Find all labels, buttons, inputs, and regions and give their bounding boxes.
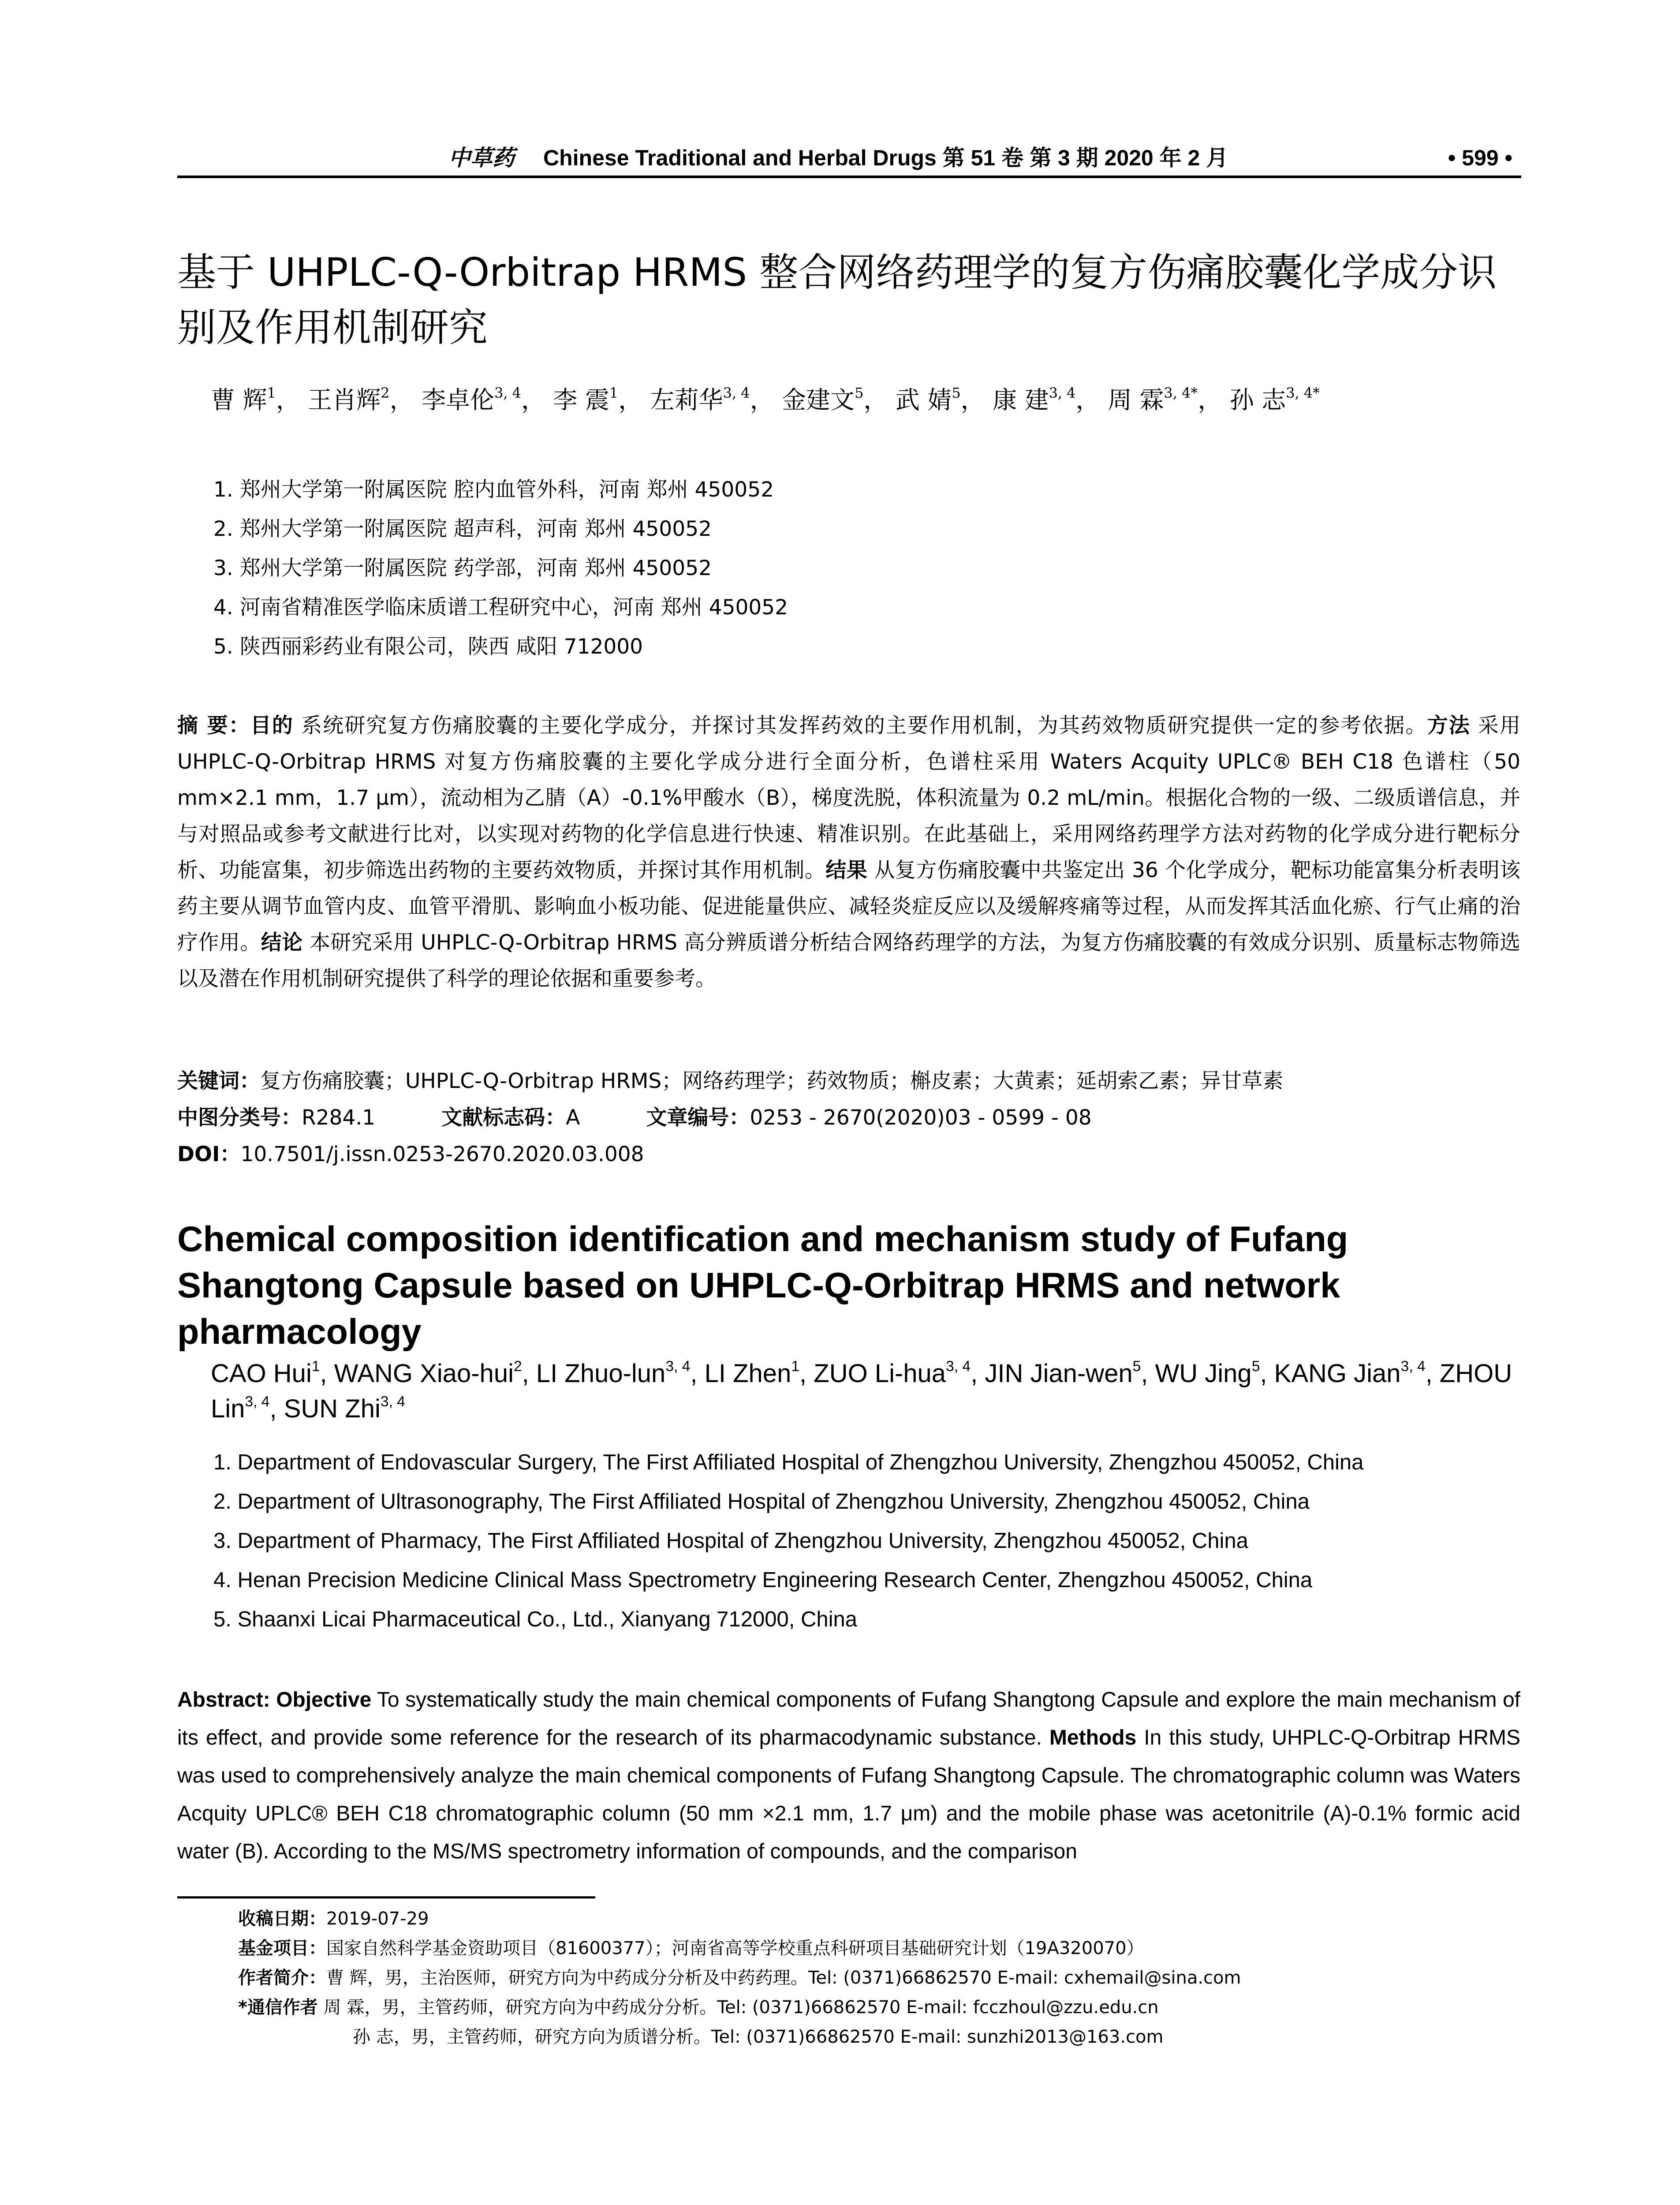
affiliation-item: 5. Shaanxi Licai Pharmaceutical Co., Ltd., Xianyang 712000, China [213,1607,858,1631]
author-affiliation-mark: 3, 4 [665,1358,691,1375]
corr-value-2: 孙 志，男，主管药师，研究方向为质谱分析。Tel: (0371)66862570 E-mail: sunzhi2013@163.com [353,2027,1164,2047]
affiliations-chinese [213,470,1527,666]
author-name: 王肖辉 [308,386,381,414]
author-affiliation-mark: 3, 4 [494,385,521,402]
conclusion-text: 本研究采用 UHPLC-Q-Orbitrap HRMS 高分辨质谱分析结合网络药理学的方法，为复方伤痛胶囊的有效成分识别、质量标志物筛选以及潜在作用机制研究提供了科学的理论依据和重要参考。 [177,931,1521,991]
author-name: 孙 志 [1229,386,1286,414]
author-affiliation-mark: 2 [513,1358,522,1375]
objective-text: To systematically study the main chemical components of Fufang Shangtong Capsule and explore the main mechanism of its effect, and provide some reference for the research of its pharmacodynamic substance. [177,1688,1520,1749]
author [422,386,521,414]
affiliation-item: 3. 郑州大学第一附属医院 药学部，河南 郑州 450052 [213,556,712,580]
journal-issue: Chinese Traditional and Herbal Drugs 第 51 卷 第 3 期 2020 年 2 月 [543,146,1228,170]
running-header [177,140,1521,178]
author-affiliation-mark: 5 [855,385,864,402]
received-label: 收稿日期： [238,1909,326,1929]
author-affiliation-mark: 3, 4 [723,385,750,402]
clc-label: 中图分类号： [177,1106,302,1130]
abstract-objective-label: Abstract: Objective [177,1688,372,1712]
affiliation-item: 4. 河南省精准医学临床质谱工程研究中心，河南 郑州 450052 [213,595,788,620]
author-name: 曹 辉 [211,386,267,414]
funding [238,1934,1517,1963]
corresponding-author-2 [238,2022,1517,2052]
author [284,1394,405,1423]
title-english: Chemical composition identification and mechanism study of Fufang Shangtong Capsule based on UHPLC-Q-Orbitrap HRMS and network pharmacology [177,1219,1348,1352]
bio-label: 作者简介： [238,1968,326,1988]
journal-logo: 中草药 [448,145,515,171]
author [1230,386,1320,414]
author-name: KANG Jian [1274,1359,1401,1388]
keywords-line [177,1063,1520,1099]
affiliation-item: 1. 郑州大学第一附属医院 腔内血管外科，河南 郑州 450052 [213,478,774,502]
author [705,1359,799,1388]
author-affiliation-mark: 3, 4 [245,1393,270,1410]
affiliation-item: 2. Department of Ultrasonography, The First Affiliated Hospital of Zhengzhou University, Zhengzhou 450052, China [213,1490,1310,1514]
author [1108,386,1198,414]
author-name: JIN Jian-wen [985,1359,1133,1388]
author [650,386,750,414]
author-affiliation-mark: 5 [952,385,961,402]
received-value: 2019-07-29 [326,1909,429,1929]
page-number: • 599 • [1448,146,1512,170]
title-chinese: 基于 UHPLC-Q-Orbitrap HRMS 整合网络药理学的复方伤痛胶囊化学成分识别及作用机制研究 [177,250,1497,350]
author [211,1359,320,1388]
doi-line [177,1136,1520,1173]
author-name: 周 霖 [1107,386,1164,414]
doc-code-label: 文献标志码： [441,1106,566,1130]
author [814,1359,971,1388]
keywords-text: 复方伤痛胶囊；UHPLC-Q-Orbitrap HRMS；网络药理学；药效物质；槲皮素；大黄素；延胡索乙素；异甘草素 [260,1069,1284,1093]
affiliations-english [213,1443,1527,1639]
methods-label: Methods [1049,1726,1137,1749]
author [308,386,389,414]
author-name: LI Zhuo-lun [536,1359,666,1388]
bio-value: 曹 辉，男，主治医师，研究方向为中药成分分析及中药药理。Tel: (0371)66862570 E-mail: cxhemail@sina.com [326,1968,1241,1988]
author-affiliation-mark: 2 [381,385,390,402]
abstract-label: 摘 要： [177,714,250,738]
author [1155,1359,1260,1388]
author-name: 李卓伦 [422,386,495,414]
keywords-label: 关键词： [177,1069,260,1093]
authors-chinese: 曹 辉$^1$， 王肖辉$^2$， 李卓伦$^{3, 4}$， 李 震$^1$， 左莉华$^{3, 4}$， 金建文$^5$， 武 婧$^5$， 康 建$^{3, 4}$， 周 霖$^{3, 4*}$， 孙 志$^{3, 4*}$ [211,385,1320,414]
classification-line [177,1099,1520,1136]
abstract-chinese [177,708,1520,997]
author-affiliation-mark: 3, 4* [1164,385,1198,402]
author-name: ZUO Li-hua [814,1359,946,1388]
results-text: 从复方伤痛胶囊中共鉴定出 36 个化学成分，靶标功能富集分析表明该药主要从调节血管内皮、血管平滑肌、影响血小板功能、促进能量供应、减轻炎症反应以及缓解疼痛等过程，从而发挥其活血化瘀、行气止痛的治疗作用。 [177,858,1521,955]
abstract-english [177,1681,1520,1871]
corresponding-author [238,1993,1517,2022]
affiliation-item: 4. Henan Precision Medicine Clinical Mass Spectrometry Engineering Research Center, Zhengzhou 450052, China [213,1568,1313,1592]
author-affiliation-mark: 3, 4 [1049,385,1076,402]
author-affiliation-mark: 1 [609,385,619,402]
author-affiliation-mark: 1 [791,1358,800,1375]
author-name: CAO Hui [211,1359,312,1388]
fund-value: 国家自然科学基金资助项目（81600377）；河南省高等学校重点科研项目基础研究计划（19A320070） [326,1938,1144,1958]
author-affiliation-mark: 1 [267,385,276,402]
author-affiliation-mark: 3, 4* [1286,385,1320,402]
author-affiliation-mark: 5 [1251,1358,1260,1375]
methods-label: 方法 [1427,714,1471,738]
author-affiliation-mark: 3, 4 [946,1358,971,1375]
results-label: 结果 [825,858,868,882]
author-affiliation-mark: 1 [311,1358,320,1375]
doc-code-value: A [566,1106,580,1130]
footnotes [238,1904,1517,2052]
article-metadata [177,1063,1520,1173]
clc-value: R284.1 [302,1106,376,1130]
article-number-value: 0253 - 2670(2020)03 - 0599 - 08 [750,1106,1092,1130]
methods-text: 采用 UHPLC-Q-Orbitrap HRMS 对复方伤痛胶囊的主要化学成分进行全面分析，色谱柱采用 Waters Acquity UPLC® BEH C18 色谱柱（50 mm×2.1 mm，1.7 μm），流动相为乙腈（A）-0.1%甲酸水（B），梯度洗脱，体积流量为 0.2 mL/min。根据化合物的一级、二级质谱信息，并与对照品或参考文献进行比对，以实现对药物的化学信息进行快速、精准识别。在此基础上，采用网络药理学方法对药物的化学成分进行靶标分析、功能富集，初步筛选出药物的主要药效物质，并探讨其作用机制。 [177,714,1520,882]
author-name: SUN Zhi [284,1394,381,1423]
author-name: 金建文 [782,386,855,414]
objective-label: 目的 [250,714,294,738]
affiliation-item: 5. 陕西丽彩药业有限公司，陕西 咸阳 712000 [213,635,643,659]
footnote-divider [177,1896,595,1899]
affiliation-item: 1. Department of Endovascular Surgery, The First Affiliated Hospital of Zhengzhou University, Zhengzhou 450052, China [213,1450,1364,1474]
author-name: 康 建 [993,386,1049,414]
author [896,386,961,414]
author-name: 左莉华 [650,386,723,414]
methods-text: In this study, UHPLC-Q-Orbitrap HRMS was used to comprehensively analyze the main chemical components of Fufang Shangtong Capsule. The chromatographic column was Waters Acquity UPLC® BEH C18 chromatographic column (50 mm ×2.1 mm, 1.7 μm) and the mobile phase was acetonitrile (A)-0.1% formic acid water (B). According to the MS/MS spectrometry information of compounds, and the comparison [177,1726,1521,1863]
author [536,1359,691,1388]
author [1274,1359,1426,1388]
objective-text: 系统研究复方伤痛胶囊的主要化学成分，并探讨其发挥药效的主要作用机制，为其药效物质研究提供一定的参考依据。 [301,714,1427,738]
corr-value-1: 周 霖，男，主管药师，研究方向为中药成分分析。Tel: (0371)66862570 E-mail: fcczhoul@zzu.edu.cn [323,1997,1159,2018]
affiliation-item: 3. Department of Pharmacy, The First Affiliated Hospital of Zhengzhou University, Zhengzhou 450052, China [213,1529,1248,1553]
doi-label: DOI： [177,1142,241,1166]
affiliation-item: 2. 郑州大学第一附属医院 超声科，河南 郑州 450052 [213,517,712,541]
corr-label: *通信作者 [238,1997,318,2018]
author [211,386,276,414]
article-number-label: 文章编号： [646,1106,750,1130]
conclusion-label: 结论 [261,931,303,955]
authors-english: CAO Hui$^1$, WANG Xiao-hui$^2$, LI Zhuo-lun$^{3, 4}$, LI Zhen$^1$, ZUO Li-hua$^{3, 4}$, JIN Jian-wen$^5$, WU Jing$^5$, KANG Jian$^{3, 4}$, ZHOU Lin$^{3, 4}$, SUN Zhi$^{3, 4}$ [211,1358,1512,1423]
author-bio [238,1963,1517,1993]
author-name: 李 震 [553,386,609,414]
author-name: WANG Xiao-hui [334,1359,514,1388]
fund-label: 基金项目： [238,1938,326,1958]
author-name: ZHOU Lin [211,1359,1512,1423]
author-name: LI Zhen [704,1359,791,1388]
author [334,1359,522,1388]
doi-value[interactable]: 10.7501/j.issn.0253-2670.2020.03.008 [240,1142,644,1166]
author-name: WU Jing [1155,1359,1252,1388]
author [782,386,863,414]
author [993,386,1075,414]
author [553,386,618,414]
author-affiliation-mark: 3, 4 [1400,1358,1426,1375]
author [985,1359,1141,1388]
received-date [238,1904,1517,1934]
author-affiliation-mark: 3, 4 [380,1393,405,1410]
author-name: 武 婧 [895,386,952,414]
author-affiliation-mark: 5 [1132,1358,1141,1375]
